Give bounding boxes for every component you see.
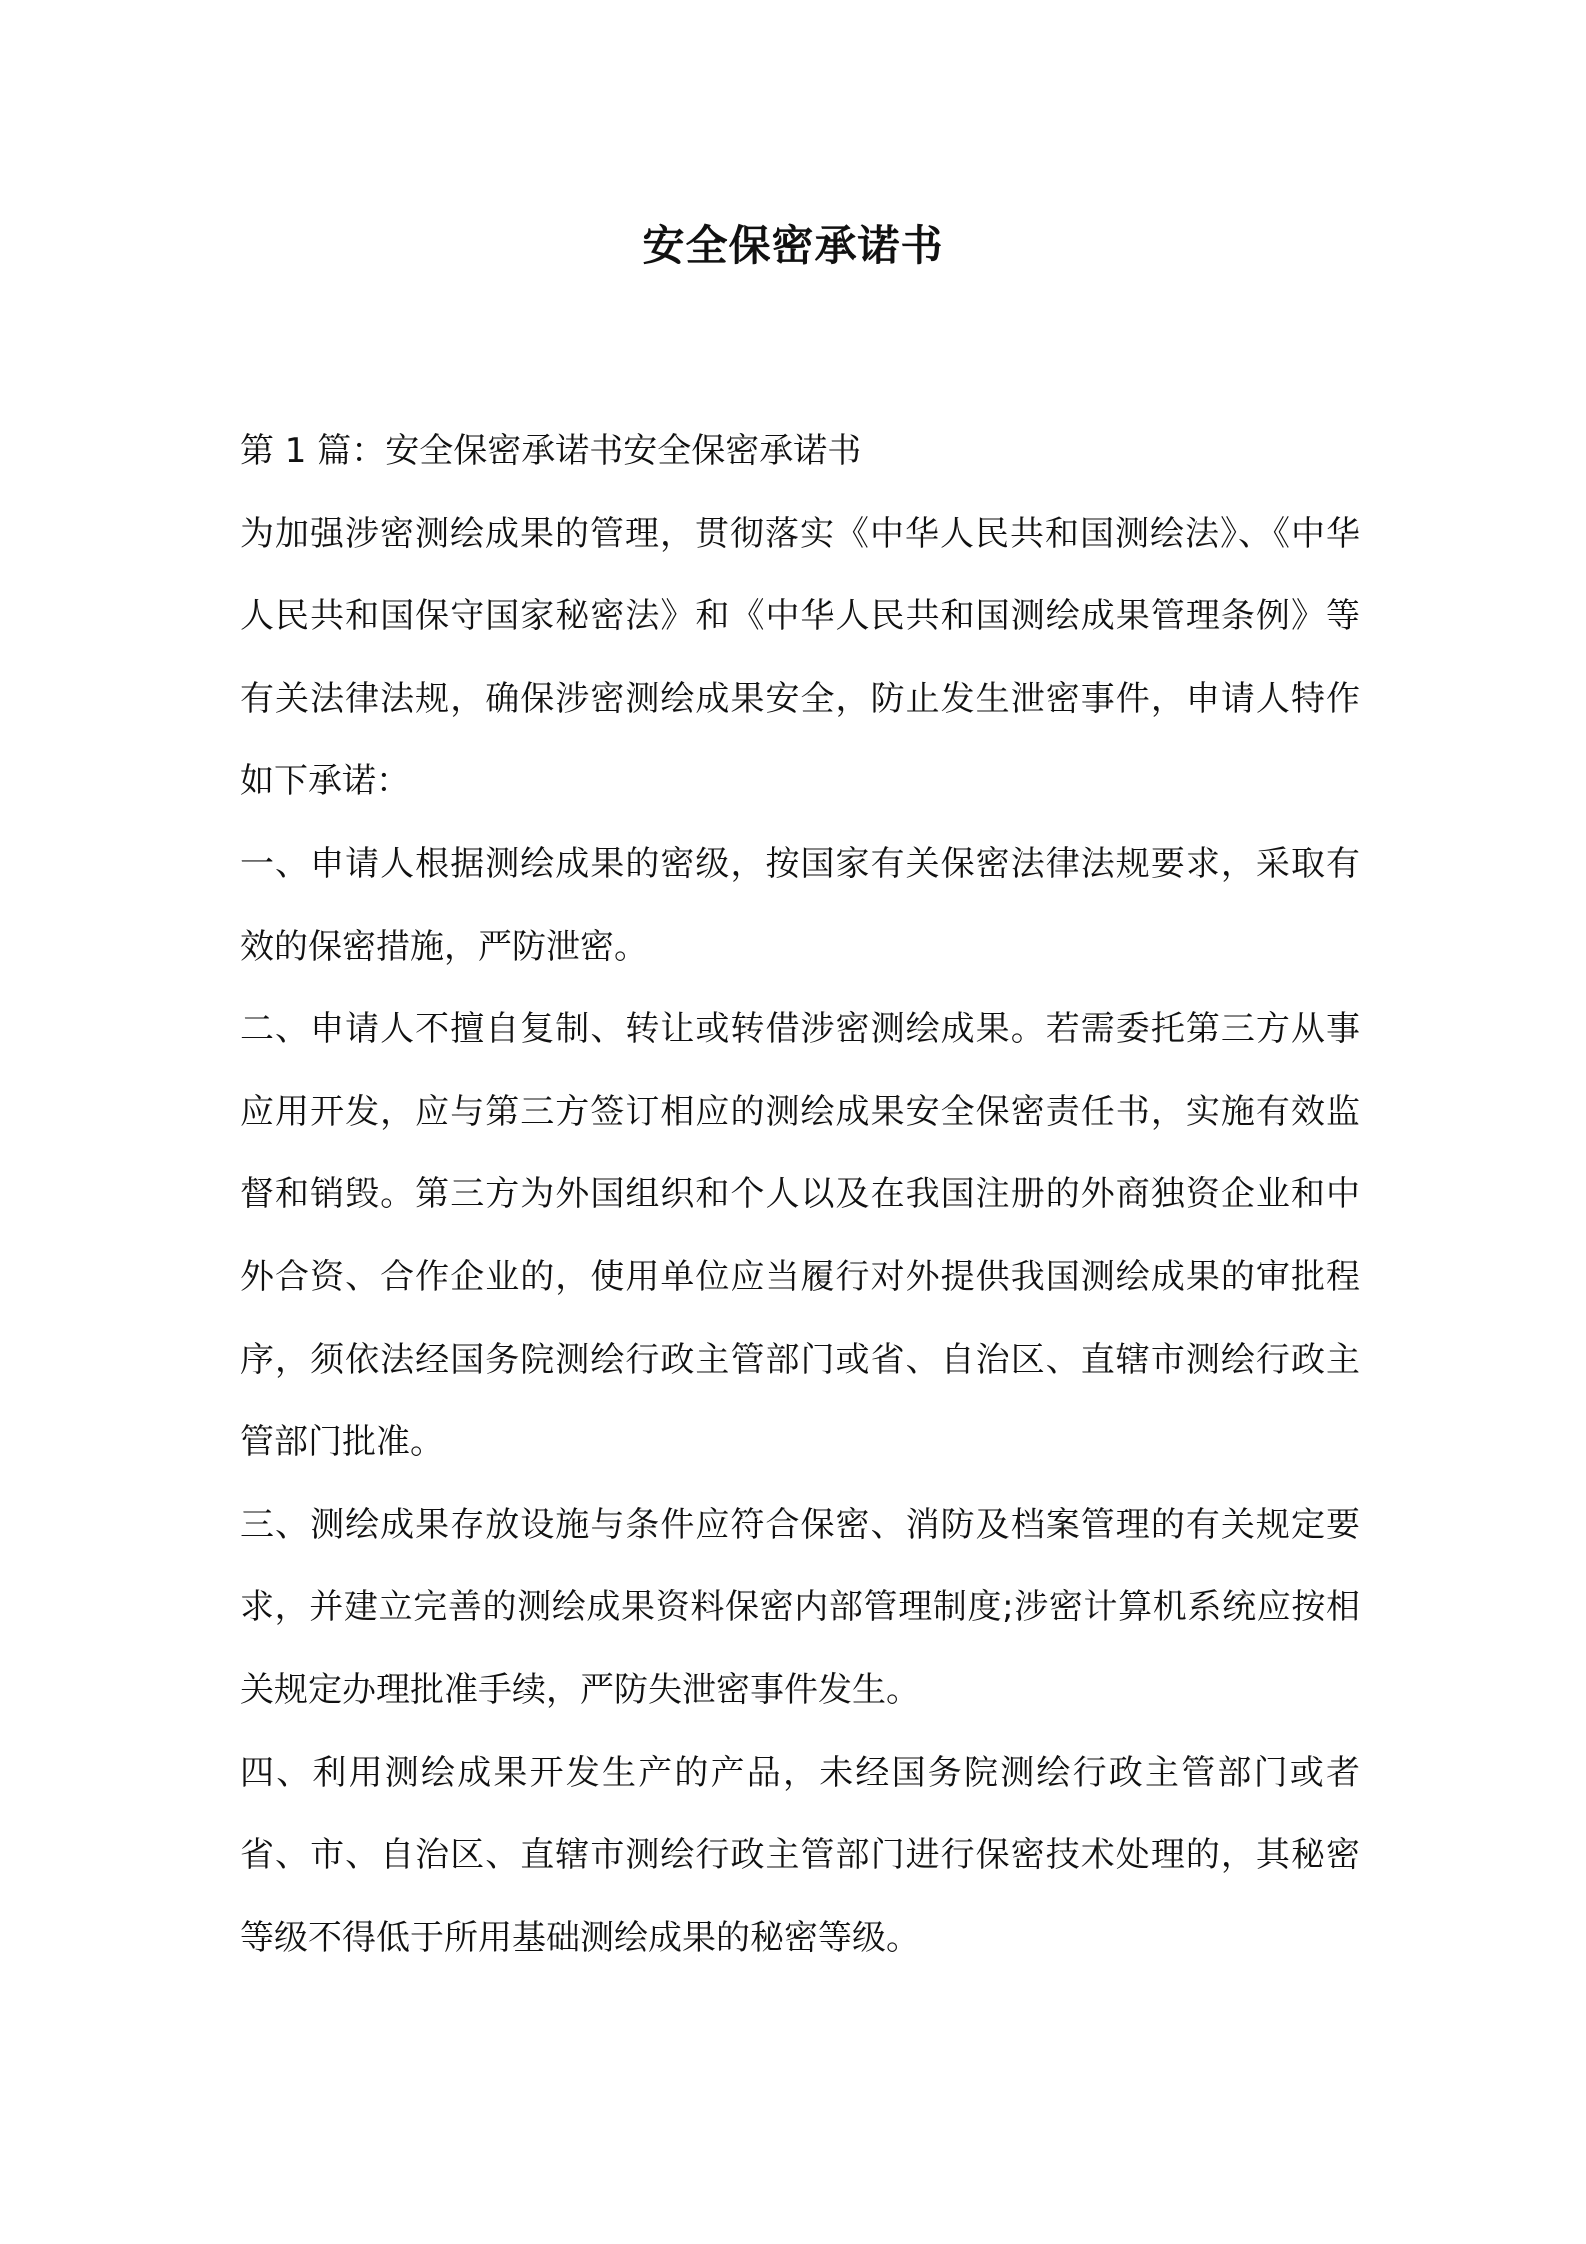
document-body bbox=[240, 410, 1360, 1979]
paragraph-clause-1: 一、申请人根据测绘成果的密级，按国家有关保密法律法规要求，采取有效的保密措施，严防泄密。 bbox=[240, 843, 1360, 967]
paragraph-clause-4: 四、利用测绘成果开发生产的产品，未经国务院测绘行政主管部门或者省、市、自治区、直辖市测绘行政主管部门进行保密技术处理的，其秘密等级不得低于所用基础测绘成果的秘密等级。 bbox=[240, 1752, 1360, 1958]
section-heading: 第 1 篇：安全保密承诺书安全保密承诺书 bbox=[240, 431, 862, 471]
paragraph-intro: 为加强涉密测绘成果的管理，贯彻落实《中华人民共和国测绘法》、《中华人民共和国保守国家秘密法》和《中华人民共和国测绘成果管理条例》等有关法律法规，确保涉密测绘成果安全，防止发生泄密事件，申请人特作如下承诺： bbox=[240, 513, 1360, 802]
paragraph-clause-2: 二、申请人不擅自复制、转让或转借涉密测绘成果。若需委托第三方从事应用开发，应与第三方签订相应的测绘成果安全保密责任书，实施有效监督和销毁。第三方为外国组织和个人以及在我国注册的外商独资企业和中外合资、合作企业的，使用单位应当履行对外提供我国测绘成果的审批程序，须依法经国务院测绘行政主管部门或省、自治区、直辖市测绘行政主管部门批准。 bbox=[240, 1009, 1360, 1463]
document-title: 安全保密承诺书 bbox=[642, 221, 944, 270]
paragraph-clause-3: 三、测绘成果存放设施与条件应符合保密、消防及档案管理的有关规定要求，并建立完善的测绘成果资料保密内部管理制度;涉密计算机系统应按相关规定办理批准手续，严防失泄密事件发生。 bbox=[240, 1504, 1360, 1710]
